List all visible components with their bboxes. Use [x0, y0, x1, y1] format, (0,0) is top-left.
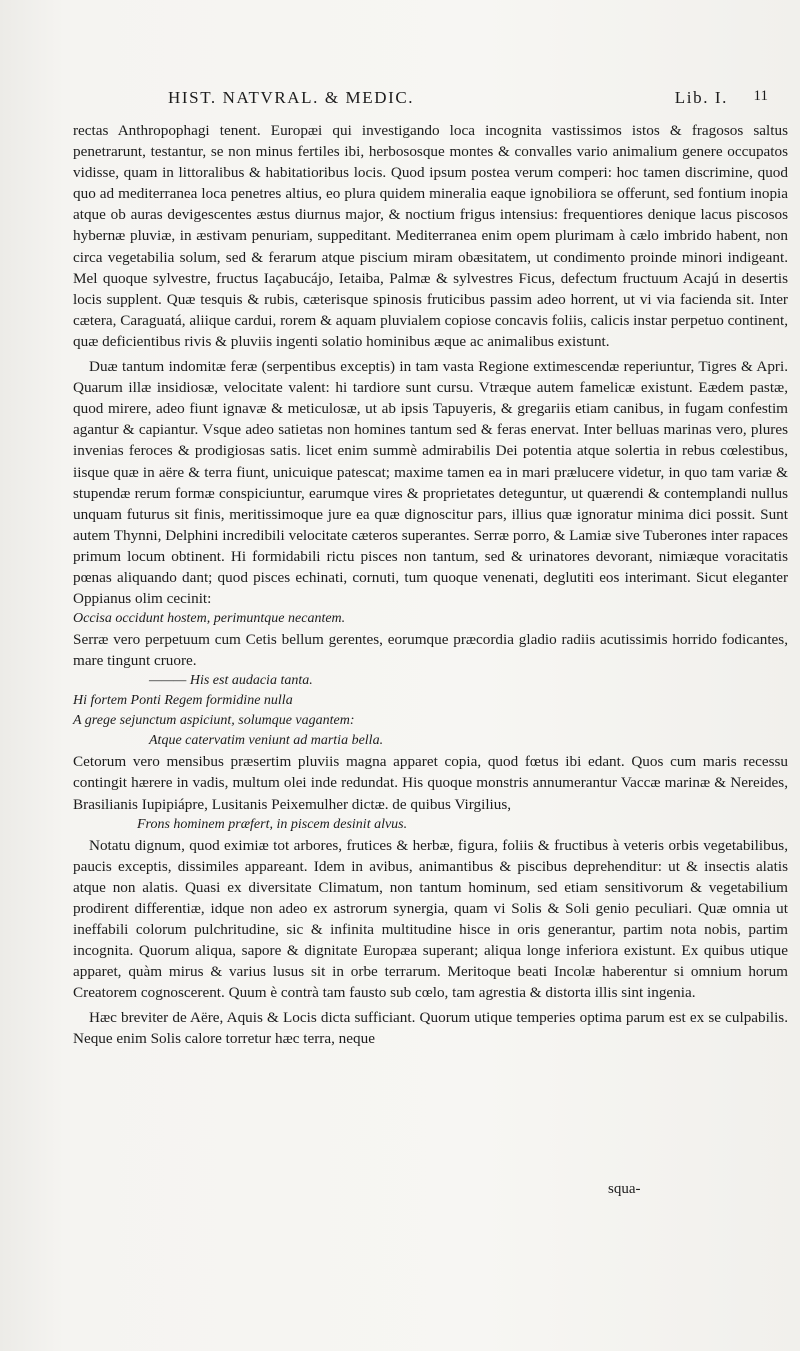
verse-line-4: Atque catervatim veniunt ad martia bella. [149, 733, 384, 749]
verse-oppianus: Occisa occidunt hostem, perimuntque necantem. [73, 611, 346, 627]
paragraph-5: Notatu dignum, quod eximiæ tot arbores, frutices & herbæ, figura, foliis & fructibus à veteris orbis vegetabilibus, paucis exceptis, dissimiles appareant. Idem in avibus, animantibus & piscibus deprehenditur: ut & insectis alatis atque non alatis. Quasi ex diversitate Climatum, non tantum hominum, sed etiam sensitivorum & vegetabilium prodirent differentiæ, idque non adeo ex astrorum synergia, quam vi Solis & Soli genio peculiari. Quæ omnia ut ineffabili colorum pulchritudine, sic & infinita multitudine hisce in oris generantur, partim nota nobis, partim incognita. Quorum aliqua, sapore & dignitate Europæa superant; aliqua longe inferiora existunt. Ex quibus utique apparet, quàm mirus & varius lusus sit in orbe terrarum. Meritoque beati Incolæ haberentur si omnium horum Creatorem cognoscerent. Quum è contrà tam fausto sub cœlo, tam agrestia & distorta illis sint ingenia. [73, 836, 788, 1002]
running-title: HIST. NATVRAL. & MEDIC. [168, 88, 415, 107]
paragraph-4: Cetorum vero mensibus præsertim pluviis magna apparet copia, quod fœtus ibi edant. Quos cum maris recessu contingit hærere in vadis, multum olei inde redundat. His quoque monstris annumerantur Vaccæ marinæ & Nereides, Brasilianis Iupipiápre, Lusitanis Peixemulher dictæ. de quibus Virgilius, [73, 753, 788, 813]
body-text [73, 120, 788, 1050]
verse-line-3: A grege sejunctum aspiciunt, solumque vagantem: [73, 713, 355, 729]
book-label: Lib. I. [674, 88, 728, 107]
verse-line-1: ——— His est audacia tanta. [149, 673, 313, 689]
page-number: 11 [753, 88, 768, 104]
verse-virgilius: Frons hominem præfert, in piscem desinit alvus. [137, 816, 408, 832]
paragraph-3: Serræ vero perpetuum cum Cetis bellum gerentes, eorumque præcordia gladio radiis acutissimis horrido fodicantes, mare tingunt cruore. [73, 631, 788, 670]
running-header [168, 88, 768, 108]
catchword: squa- [608, 1181, 641, 1197]
paragraph-2: Duæ tantum indomitæ feræ (serpentibus exceptis) in tam vasta Regione extimescendæ reperiuntur, Tigres & Apri. Quarum illæ insidiosæ, velocitate valent: hi tardiore sunt cursu. Vtræque autem famelicæ existunt. Eædem pastæ, quod mirere, adeo fiunt ignavæ & meticulosæ, ut ab ipsis Tapuyeris, & gregariis etiam canibus, in fugam confestim agantur & capiantur. Vsque adeo satietas non homines tantum sed & feras enervat. Inter belluas marinas vero, plures invenias feroces & prodigiosas satis. licet enim summè admirabilis Dei potentia atque solertia in rebus cœlestibus, iisque quæ in aëre & terra fiunt, unicuique patescat; maxime tamen ea in mari prælucere videtur, in quo tam variæ & stupendæ rerum formæ conspiciuntur, earumque vires & proprietates deteguntur, ut quærendi & contemplandi nullus unquam futurus sit finis, meritissimoque jure ea quæ dignoscitur pars, illius quæ ignoratur minima dici possit. Sunt autem Thynni, Delphini incredibili velocitate cæteros superantes. Serræ porro, & Lamiæ sive Tuberones inter rapaces primum locum obtinent. Hi formidabili rictu pisces non tantum, sed & urinatores devorant, nimiæque voracitatis pœnas aliquando dant; quod pisces echinati, cornuti, tum quoque venenati, deglutiti eos interimant. Sicut eleganter Oppianus olim cecinit: [73, 358, 788, 608]
verse-line-2: Hi fortem Ponti Regem formidine nulla [73, 693, 293, 709]
paragraph-6: Hæc breviter de Aëre, Aquis & Locis dicta sufficiant. Quorum utique temperies optima parum est ex se culpabilis. Neque enim Solis calore torretur hæc terra, neque [73, 1009, 788, 1048]
paragraph-1: rectas Anthropophagi tenent. Europæi qui investigando loca incognita vastissimos istos & fragosos saltus penetrarunt, testantur, se non minus fertiles ibi, herbososque montes & convalles vario animalium genere occupatos vidisse, quam in littoralibus & habitatioribus locis. Quod ipsum postea verum comperi: hoc tamen discrimine, quod quo ad mediterranea loca penetres altius, eo plura quidem mineralia eaque ignobiliora se offerunt, sed fontium inopia atque ob auras devigescentes æstus diurnus major, & noctium frigus intensius: frequentiores denique lacus piscosos hybernæ pluviæ, in æstivam penuriam, suppeditant. Mediterranea enim opem plurimam à cælo imbrido habent, non circa vegetabilia solum, sed & ferarum atque piscium miram obæsitatem, ut condimento proinde minori indigeant. Mel quoque sylvestre, fructus Iaçabucájo, Ietaiba, Palmæ & sylvestres Ficus, defectum fructuum Acajú in desertis locis supplent. Quæ tesquis & rubis, cæterisque spinosis fruticibus passim adeo horrent, ut vi via facienda sit. Inter cætera, Caraguatá, aliique cardui, rorem & aquam pluvialem copiose concavis foliis, calicis instar perpetuo continent, quæ deficientibus rivis & pluviis ingenti solatio hominibus æque ac animalibus existunt. [73, 122, 788, 350]
